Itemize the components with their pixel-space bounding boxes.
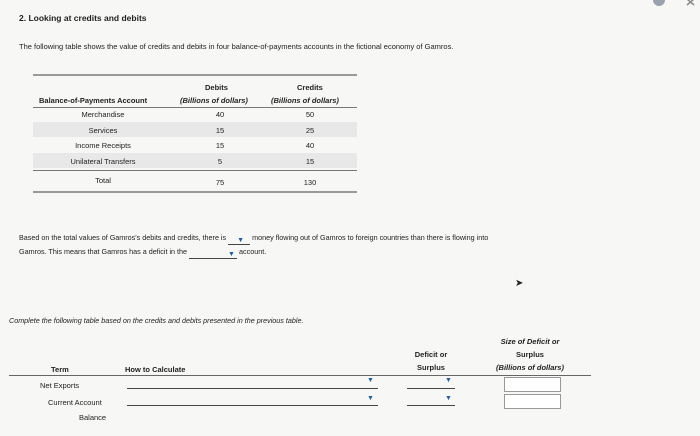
more-less-dropdown[interactable] xyxy=(228,235,250,245)
deficit-header-2: Surplus xyxy=(417,363,445,372)
table1-total-rule xyxy=(33,170,357,171)
intro-text: The following table shows the value of credits and debits in four balance-of-payments accounts in the fictional economy of Gamros. xyxy=(19,42,454,51)
credits-header: Credits xyxy=(297,83,323,92)
total-label: Total xyxy=(95,176,111,185)
term-current-account: Current Account xyxy=(48,398,102,407)
table-row-credits: 25 xyxy=(305,126,315,135)
term-header: Term xyxy=(51,365,69,374)
size-header-2: Surplus xyxy=(516,350,544,359)
paragraph-text: account. xyxy=(239,247,267,256)
term-net-exports: Net Exports xyxy=(40,381,80,390)
table1-header-rule xyxy=(33,107,357,108)
size-header-3: (Billions of dollars) xyxy=(496,363,564,372)
table-row-debits: 5 xyxy=(217,157,223,166)
size-input[interactable] xyxy=(504,377,561,392)
chevron-down-icon: ▼ xyxy=(445,377,452,384)
table-row-account: Services xyxy=(88,126,118,135)
total-debits: 75 xyxy=(215,178,225,187)
table-row-debits: 40 xyxy=(215,110,225,119)
chevron-down-icon: ▼ xyxy=(367,395,374,402)
total-credits: 130 xyxy=(303,178,317,187)
table-row-credits: 15 xyxy=(305,157,315,166)
table-row-account: Merchandise xyxy=(81,110,125,119)
table-row-credits: 50 xyxy=(305,110,315,119)
table2-header-rule xyxy=(9,375,591,376)
close-icon[interactable] xyxy=(684,0,698,8)
table1-bottom-rule xyxy=(33,191,357,193)
table-row-debits: 15 xyxy=(215,141,225,150)
paragraph-text: Gamros. This means that Gamros has a deficit in the xyxy=(19,247,188,256)
paragraph-text: money flowing out of Gamros to foreign countries than there is flowing into xyxy=(252,233,489,242)
chevron-down-icon: ▼ xyxy=(237,237,245,244)
deficit-header-1: Deficit or xyxy=(414,350,448,359)
paragraph-line2 xyxy=(19,245,619,259)
info-icon[interactable] xyxy=(652,0,666,8)
table-row-debits: 15 xyxy=(215,126,225,135)
how-to-calculate-dropdown[interactable] xyxy=(127,379,378,389)
table1-top-rule xyxy=(33,74,357,76)
debits-units-header: (Billions of dollars) xyxy=(180,96,248,105)
account-header: Balance-of-Payments Account xyxy=(39,96,148,105)
table-row-account: Unilateral Transfers xyxy=(70,157,136,166)
chevron-down-icon: ▼ xyxy=(445,395,452,402)
table-row-account: Income Receipts xyxy=(75,141,131,150)
mouse-cursor-icon: ➤ xyxy=(515,278,524,289)
how-header: How to Calculate xyxy=(125,365,186,374)
size-header-1: Size of Deficit or xyxy=(500,337,560,346)
table-row-credits: 40 xyxy=(305,141,315,150)
paragraph-line1 xyxy=(19,231,619,245)
complete-instruction: Complete the following table based on the credits and debits presented in the previous table. xyxy=(9,316,304,325)
term-balance: Balance xyxy=(79,413,107,422)
how-to-calculate-dropdown[interactable] xyxy=(127,396,378,406)
question-title: 2. Looking at credits and debits xyxy=(19,13,147,23)
debits-header: Debits xyxy=(205,83,228,92)
chevron-down-icon: ▼ xyxy=(228,251,235,258)
credits-units-header: (Billions of dollars) xyxy=(271,96,339,105)
chevron-down-icon: ▼ xyxy=(367,377,374,384)
size-input[interactable] xyxy=(504,394,561,409)
paragraph-text: Based on the total values of Gamros's debits and credits, there is xyxy=(19,233,227,242)
account-dropdown[interactable] xyxy=(189,249,237,259)
